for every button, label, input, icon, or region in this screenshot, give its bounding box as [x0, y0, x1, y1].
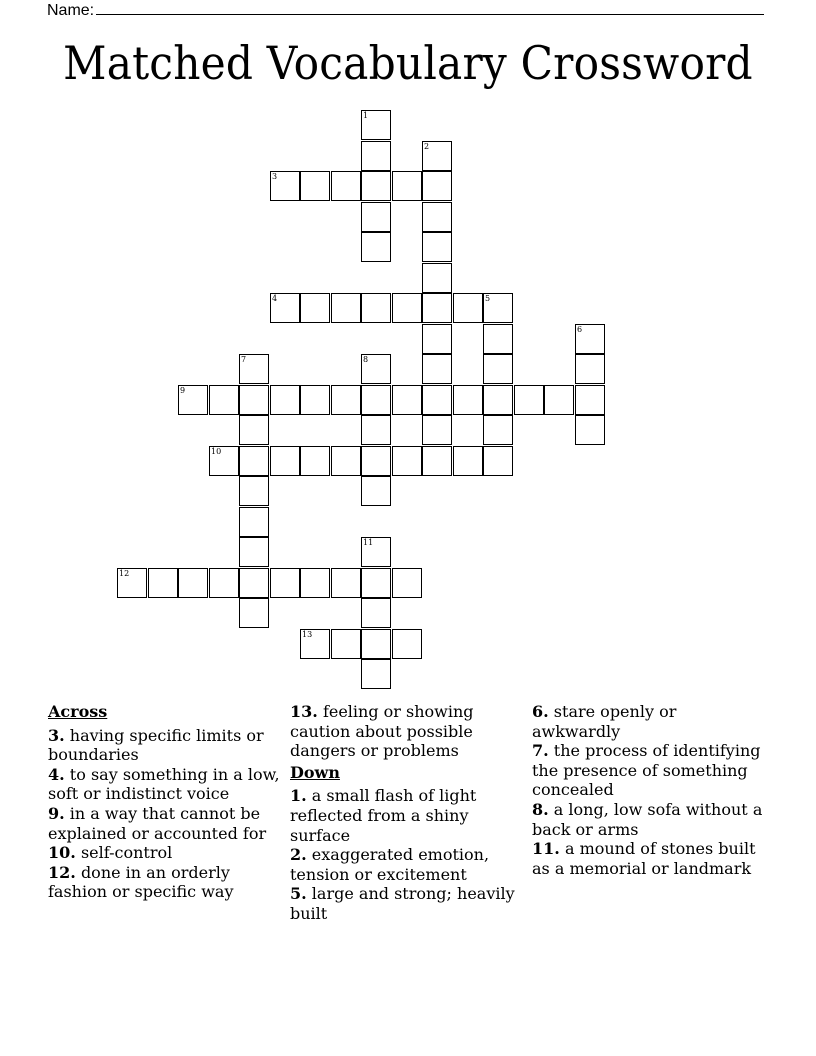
clue-number: 11. [532, 839, 560, 859]
clue-number: 10. [48, 843, 76, 863]
clue-number: 9. [48, 803, 65, 823]
grid-cell[interactable] [239, 568, 269, 598]
clues-column-2 [290, 702, 526, 924]
grid-cell[interactable] [422, 171, 452, 201]
grid-cell[interactable] [361, 446, 391, 476]
cell-number: 12 [119, 569, 130, 578]
grid-cell[interactable] [239, 476, 269, 506]
clue-down-1 [290, 786, 526, 845]
clue-number: 6. [532, 702, 549, 721]
clue-number: 1. [290, 786, 307, 806]
cell-number: 1 [363, 111, 369, 120]
clue-across-9 [48, 804, 284, 843]
grid-cell[interactable] [239, 354, 269, 384]
cell-number: 6 [577, 325, 583, 334]
clue-text: the process of identifying the presence of something concealed [532, 741, 761, 800]
grid-cell[interactable] [392, 568, 422, 598]
grid-cell[interactable] [361, 537, 391, 567]
clue-across-4 [48, 765, 284, 804]
grid-cell[interactable] [483, 324, 513, 354]
grid-cell[interactable] [392, 446, 422, 476]
grid-cell[interactable] [514, 385, 544, 415]
grid-cell[interactable] [117, 568, 147, 598]
grid-cell[interactable] [361, 568, 391, 598]
clue-down-6 [532, 702, 768, 741]
grid-cell[interactable] [270, 446, 300, 476]
grid-cell[interactable] [575, 385, 605, 415]
grid-cell[interactable] [361, 171, 391, 201]
grid-cell[interactable] [209, 446, 239, 476]
grid-cell[interactable] [575, 354, 605, 384]
clue-down-8 [532, 800, 768, 839]
grid-cell[interactable] [361, 385, 391, 415]
grid-cell[interactable] [178, 385, 208, 415]
grid-cell[interactable] [361, 354, 391, 384]
clue-down-5 [290, 884, 526, 923]
name-label: Name: [47, 2, 95, 19]
grid-cell[interactable] [148, 568, 178, 598]
clue-down-11 [532, 839, 768, 878]
grid-cell[interactable] [300, 293, 330, 323]
cell-number: 3 [272, 172, 278, 181]
clue-number: 2. [290, 845, 307, 865]
clue-text: a small flash of light reflected from a shiny surface [290, 786, 477, 845]
grid-cell[interactable] [361, 110, 391, 140]
grid-cell[interactable] [209, 568, 239, 598]
grid-cell[interactable] [331, 293, 361, 323]
grid-cell[interactable] [361, 659, 391, 689]
clue-number: 13. [290, 702, 318, 721]
grid-cell[interactable] [361, 293, 391, 323]
grid-cell[interactable] [422, 141, 452, 171]
cell-number: 10 [211, 447, 222, 456]
grid-cell[interactable] [422, 263, 452, 293]
grid-cell[interactable] [361, 141, 391, 171]
cell-number: 13 [302, 630, 313, 639]
clue-across-13 [290, 702, 526, 761]
grid-cell[interactable] [239, 598, 269, 628]
grid-cell[interactable] [422, 385, 452, 415]
grid-cell[interactable] [270, 568, 300, 598]
grid-cell[interactable] [544, 385, 574, 415]
grid-cell[interactable] [239, 385, 269, 415]
clue-text: a long, low sofa without a back or arms [532, 799, 763, 839]
grid-cell[interactable] [422, 415, 452, 445]
clue-text: self-control [80, 843, 173, 863]
grid-cell[interactable] [239, 537, 269, 567]
cell-number: 5 [485, 294, 491, 303]
clue-across-3 [48, 726, 284, 765]
grid-cell[interactable] [239, 446, 269, 476]
clue-text: large and strong; heavily built [290, 884, 515, 923]
grid-cell[interactable] [239, 507, 269, 537]
grid-cell[interactable] [483, 293, 513, 323]
grid-cell[interactable] [575, 324, 605, 354]
clue-text: in a way that cannot be explained or accounted for [48, 803, 267, 843]
grid-cell[interactable] [392, 293, 422, 323]
grid-cell[interactable] [453, 385, 483, 415]
grid-cell[interactable] [331, 385, 361, 415]
clue-text: done in an orderly fashion or specific way [48, 862, 234, 902]
grid-cell[interactable] [422, 446, 452, 476]
grid-cell[interactable] [331, 568, 361, 598]
clue-across-10 [48, 843, 284, 863]
grid-cell[interactable] [300, 385, 330, 415]
clues-column-3 [532, 702, 768, 878]
grid-cell[interactable] [361, 232, 391, 262]
clue-text: exaggerated emotion, tension or excitement [290, 845, 490, 884]
grid-cell[interactable] [422, 232, 452, 262]
grid-cell[interactable] [361, 476, 391, 506]
clue-text: to say something in a low, soft or indistinct voice [48, 764, 280, 804]
grid-cell[interactable] [392, 171, 422, 201]
grid-cell[interactable] [453, 446, 483, 476]
clue-number: 8. [532, 799, 549, 819]
cell-number: 8 [363, 355, 369, 364]
grid-cell[interactable] [361, 202, 391, 232]
grid-cell[interactable] [483, 415, 513, 445]
grid-cell[interactable] [422, 354, 452, 384]
grid-cell[interactable] [178, 568, 208, 598]
grid-cell[interactable] [300, 568, 330, 598]
grid-cell[interactable] [331, 171, 361, 201]
grid-cell[interactable] [422, 202, 452, 232]
grid-cell[interactable] [422, 324, 452, 354]
cell-number: 11 [363, 538, 374, 547]
clue-down-7 [532, 741, 768, 800]
clue-text: a mound of stones built as a memorial or landmark [532, 839, 756, 878]
grid-cell[interactable] [270, 293, 300, 323]
down-heading: Down [290, 762, 340, 782]
grid-cell[interactable] [483, 354, 513, 384]
clue-text: having specific limits or boundaries [48, 725, 264, 765]
clue-number: 5. [290, 884, 307, 904]
clues-column-1 [48, 702, 284, 902]
grid-cell[interactable] [209, 385, 239, 415]
grid-cell[interactable] [331, 629, 361, 659]
cell-number: 9 [180, 386, 186, 395]
grid-cell[interactable] [483, 446, 513, 476]
clue-number: 7. [532, 741, 549, 761]
clue-number: 3. [48, 725, 65, 745]
clue-text: feeling or showing caution about possible dangers or problems [290, 702, 474, 761]
grid-cell[interactable] [361, 415, 391, 445]
grid-cell[interactable] [361, 598, 391, 628]
clue-down-2 [290, 845, 526, 884]
grid-cell[interactable] [392, 629, 422, 659]
cell-number: 2 [424, 142, 430, 151]
grid-cell[interactable] [270, 385, 300, 415]
grid-cell[interactable] [239, 415, 269, 445]
grid-cell[interactable] [361, 629, 391, 659]
grid-cell[interactable] [422, 293, 452, 323]
clue-number: 12. [48, 862, 76, 882]
grid-cell[interactable] [392, 385, 422, 415]
clue-text: stare openly or awkwardly [532, 702, 677, 741]
clue-number: 4. [48, 764, 65, 784]
page-title: Matched Vocabulary Crossword [63, 36, 753, 90]
grid-cell[interactable] [300, 446, 330, 476]
grid-cell[interactable] [270, 171, 300, 201]
across-heading: Across [48, 702, 108, 721]
cell-number: 4 [272, 294, 278, 303]
grid-cell[interactable] [331, 446, 361, 476]
grid-cell[interactable] [453, 293, 483, 323]
grid-cell[interactable] [300, 171, 330, 201]
grid-cell[interactable] [300, 629, 330, 659]
grid-cell[interactable] [575, 415, 605, 445]
clue-across-12 [48, 863, 284, 902]
cell-number: 7 [241, 355, 247, 364]
grid-cell[interactable] [483, 385, 513, 415]
